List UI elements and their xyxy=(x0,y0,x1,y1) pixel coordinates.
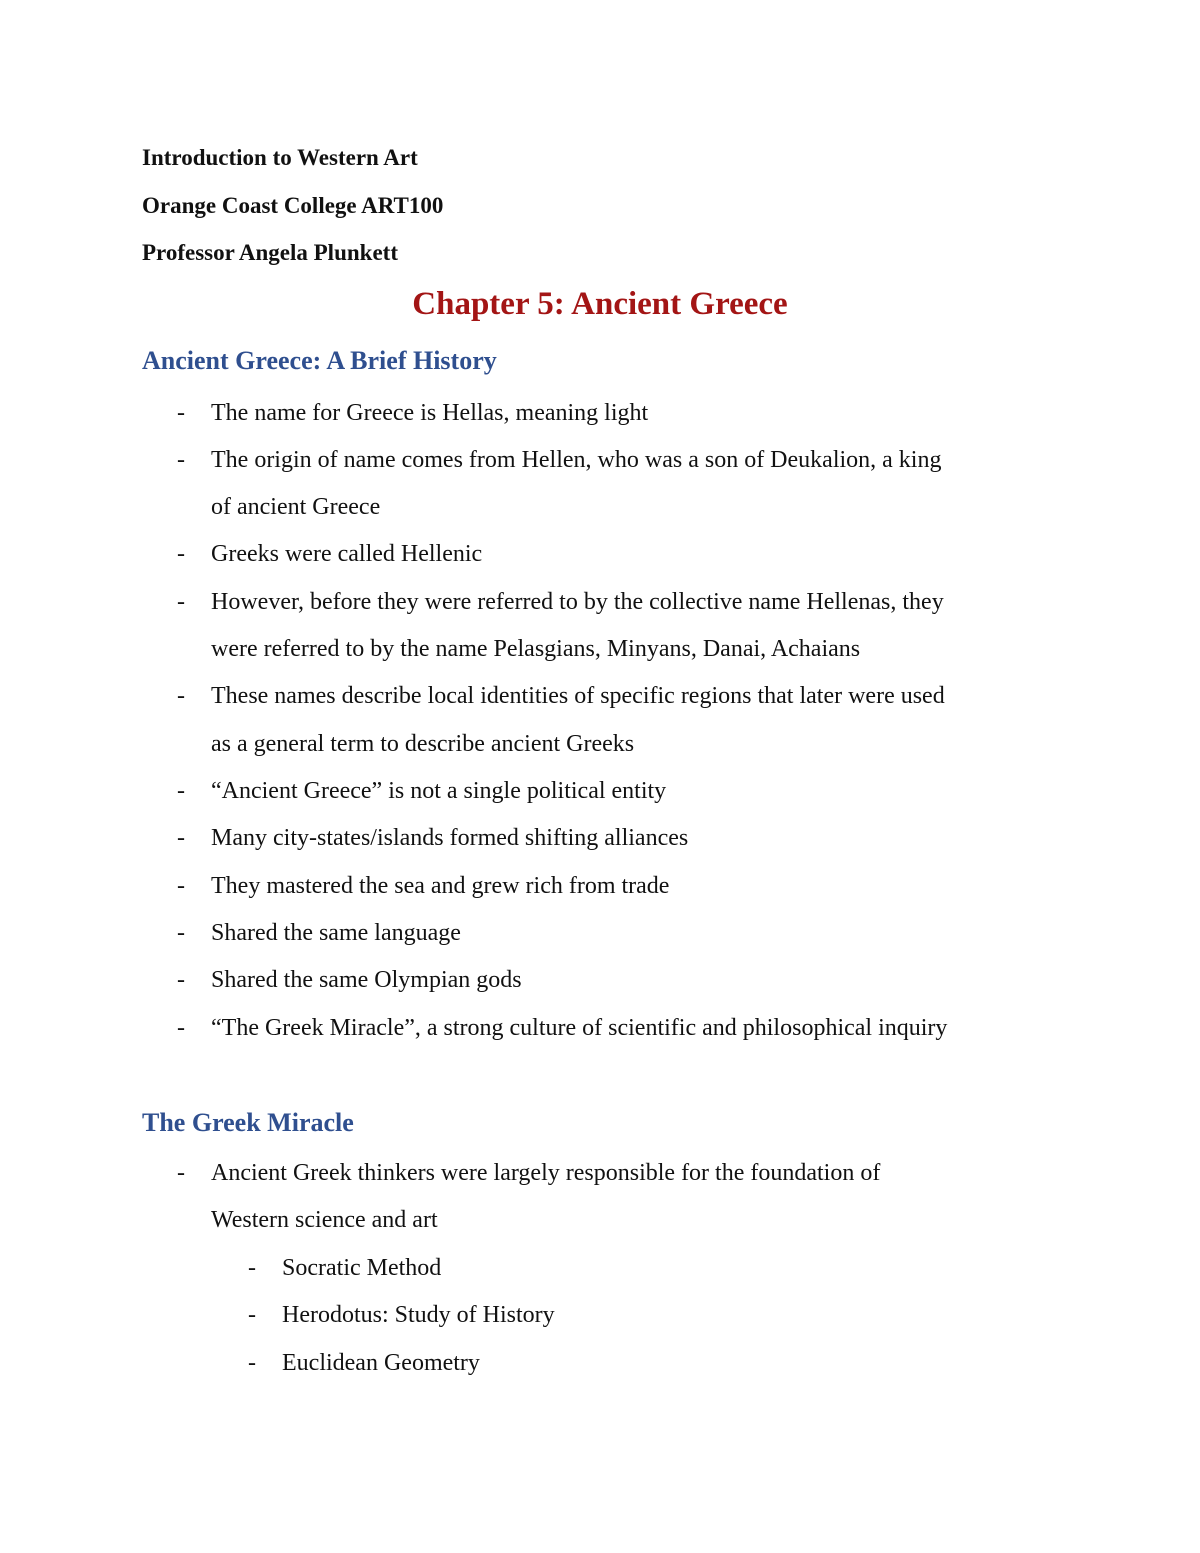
bullet-dash: - xyxy=(177,1160,185,1186)
list-item: Ancient Greek thinkers were largely responsible for the foundation of xyxy=(211,1160,881,1186)
sub-list-item: Socratic Method xyxy=(282,1255,442,1281)
list-item: Shared the same language xyxy=(211,920,461,946)
bullet-dash: - xyxy=(177,920,185,946)
college-course: Orange Coast College ART100 xyxy=(142,193,444,218)
bullet-dash: - xyxy=(177,541,185,567)
list-item: “The Greek Miracle”, a strong culture of scientific and philosophical inquiry xyxy=(211,1015,948,1041)
list-item: Shared the same Olympian gods xyxy=(211,967,522,993)
list-item: The name for Greece is Hellas, meaning light xyxy=(211,400,649,426)
list-item-continuation: as a general term to describe ancient Greeks xyxy=(211,731,635,757)
bullet-dash: - xyxy=(177,400,185,426)
bullet-dash: - xyxy=(177,589,185,615)
bullet-dash: - xyxy=(177,967,185,993)
list-item: These names describe local identities of specific regions that later were used xyxy=(211,683,945,709)
list-item-continuation: Western science and art xyxy=(211,1207,438,1233)
professor-name: Professor Angela Plunkett xyxy=(142,240,398,265)
list-item: Greeks were called Hellenic xyxy=(211,541,483,567)
sub-list-item: Euclidean Geometry xyxy=(282,1350,480,1376)
list-item: “Ancient Greece” is not a single political entity xyxy=(211,778,667,804)
section-heading-greek-miracle: The Greek Miracle xyxy=(142,1108,354,1137)
list-item: Many city-states/islands formed shifting alliances xyxy=(211,825,689,851)
sub-bullet-dash: - xyxy=(248,1302,256,1328)
chapter-title: Chapter 5: Ancient Greece xyxy=(412,286,788,322)
list-item: The origin of name comes from Hellen, who was a son of Deukalion, a king xyxy=(211,447,942,473)
list-item-continuation: of ancient Greece xyxy=(211,494,381,520)
list-item-continuation: were referred to by the name Pelasgians, Minyans, Danai, Achaians xyxy=(211,636,861,662)
bullet-dash: - xyxy=(177,683,185,709)
bullet-dash: - xyxy=(177,873,185,899)
bullet-dash: - xyxy=(177,825,185,851)
bullet-dash: - xyxy=(177,778,185,804)
list-item: However, before they were referred to by the collective name Hellenas, they xyxy=(211,589,944,615)
list-item: They mastered the sea and grew rich from trade xyxy=(211,873,670,899)
sub-list-item: Herodotus: Study of History xyxy=(282,1302,555,1328)
bullet-dash: - xyxy=(177,447,185,473)
section-heading-brief-history: Ancient Greece: A Brief History xyxy=(142,346,497,375)
sub-bullet-dash: - xyxy=(248,1350,256,1376)
course-title: Introduction to Western Art xyxy=(142,145,418,170)
sub-bullet-dash: - xyxy=(248,1255,256,1281)
bullet-dash: - xyxy=(177,1015,185,1041)
